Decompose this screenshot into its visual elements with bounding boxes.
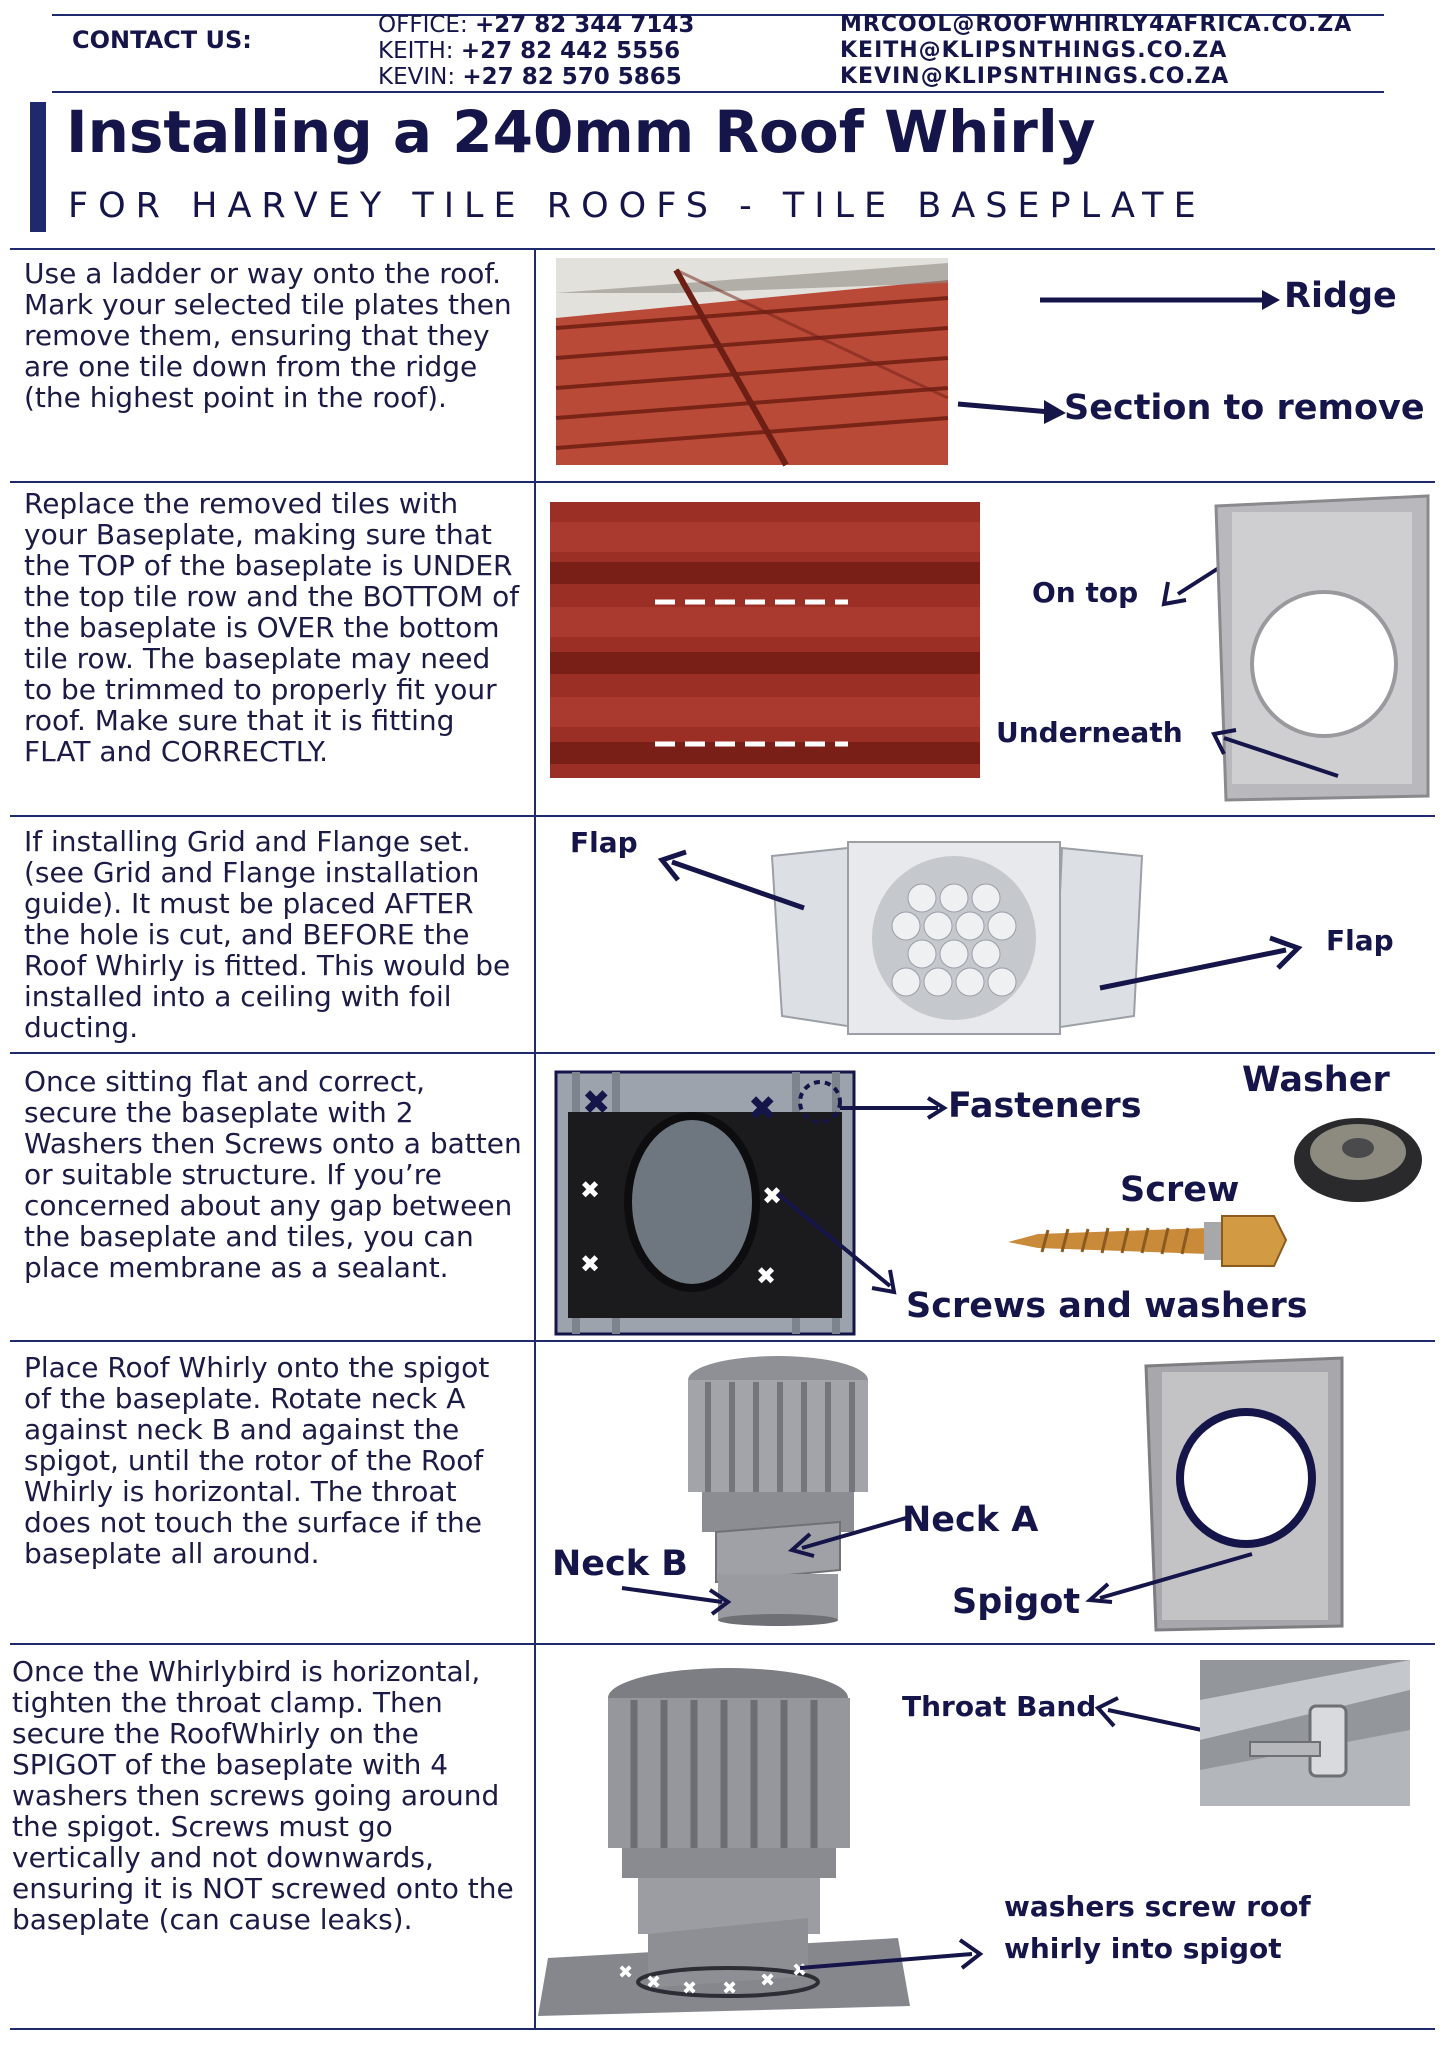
label-ridge: Ridge (1284, 276, 1397, 316)
title-accent-bar (30, 102, 46, 232)
throat-band-photo (1200, 1660, 1410, 1806)
page-title: Installing a 240mm Roof Whirly (66, 98, 1096, 166)
svg-text:✖: ✖ (722, 1978, 738, 1999)
label-throat-band: Throat Band (902, 1690, 1097, 1723)
svg-text:✖: ✖ (756, 1262, 777, 1290)
label-section-to-remove: Section to remove (1064, 388, 1425, 428)
svg-text:✖: ✖ (582, 1083, 611, 1123)
label-washers-line2: whirly into spigot (1004, 1932, 1282, 1965)
phone-office: OFFICE: +27 82 344 7143 (378, 12, 695, 38)
step-2-text: Replace the removed tiles with your Baseplate, making sure that the TOP of the baseplate is UNDER the top tile row and the BOTTOM of the baseplate is OVER the bottom tile row. The baseplate may need to be trimmed to properly fit your roof. Make sure that it is fitting FLAT and CORRECTLY. (24, 487, 520, 768)
flap-left-arrow (660, 852, 806, 912)
grid-flange-photo (772, 838, 1142, 1038)
washer-photo (1292, 1112, 1424, 1204)
svg-text:✖: ✖ (792, 1960, 808, 1981)
label-flap-right: Flap (1326, 924, 1394, 957)
step-5-text: Place Roof Whirly onto the spigot of the baseplate. Rotate neck A against neck B and against the spigot, until the rotor of the Roof Whirly is horizontal. The throat does not touch the surface if the baseplate all around. (24, 1351, 490, 1570)
screw-photo (1008, 1208, 1288, 1274)
svg-text:✖: ✖ (646, 1972, 662, 1993)
label-neck-b: Neck B (552, 1544, 688, 1584)
spigot-arrow (1086, 1552, 1254, 1602)
label-underneath: Underneath (996, 716, 1183, 749)
step-1-text: Use a ladder or way onto the roof. Mark your selected tile plates then remove them, ensuring that they are one tile down from the ridge (the highest point in the roof). (24, 257, 512, 414)
baseplate-tiles-photo (550, 502, 980, 778)
washers-spigot-arrow (800, 1936, 986, 1976)
step-3-text: If installing Grid and Flange set. (see Grid and Flange installation guide). It must be placed AFTER the hole is cut, and BEFORE the Roof Whirly is fitted. This would be installed into a ceiling with foil ducting. (24, 825, 511, 1044)
underneath-arrow (1210, 728, 1340, 778)
svg-text:✖: ✖ (618, 1962, 634, 1983)
label-washers-line1: washers screw roof (1004, 1890, 1311, 1923)
fasteners-arrow (840, 1096, 952, 1120)
screws-washers-arrow (778, 1194, 906, 1300)
svg-text:✖: ✖ (580, 1250, 601, 1278)
neck-b-arrow (622, 1584, 736, 1616)
phone-kevin: KEVIN: +27 82 570 5865 (378, 64, 682, 90)
label-flap-left: Flap (570, 826, 638, 859)
svg-text:✖: ✖ (682, 1978, 698, 1999)
section-arrow (958, 396, 1066, 426)
page-subtitle: FOR HARVEY TILE ROOFS - TILE BASEPLATE (68, 186, 1206, 226)
email-mrcool[interactable]: MRCOOL@ROOFWHIRLY4AFRICA.CO.ZA (840, 12, 1353, 37)
label-spigot: Spigot (952, 1582, 1081, 1622)
svg-text:✖: ✖ (762, 1182, 783, 1210)
contact-us-label: CONTACT US: (72, 26, 252, 54)
ridge-arrow (1040, 288, 1280, 312)
label-washer: Washer (1242, 1060, 1390, 1100)
phone-keith: KEITH: +27 82 442 5556 (378, 38, 681, 64)
label-on-top: On top (1032, 576, 1139, 609)
label-fasteners: Fasteners (948, 1086, 1142, 1126)
roof-ridge-photo (556, 258, 948, 465)
label-neck-a: Neck A (902, 1500, 1039, 1540)
svg-text:✖: ✖ (580, 1176, 601, 1204)
label-screws-and-washers: Screws and washers (906, 1286, 1308, 1326)
step-6-text: Once the Whirlybird is horizontal, tighten the throat clamp. Then secure the RoofWhirly on the SPIGOT of the baseplate with 4 washers then screws going around the spigot. Screws must go vertically and not downwards, ensuring it is NOT screwed onto the baseplate (can cause leaks). (12, 1655, 514, 1936)
neck-a-arrow (790, 1516, 908, 1556)
email-keith[interactable]: KEITH@KLIPSNTHINGS.CO.ZA (840, 38, 1228, 63)
email-kevin[interactable]: KEVIN@KLIPSNTHINGS.CO.ZA (840, 64, 1230, 89)
flap-right-arrow (1098, 938, 1302, 990)
step-4-text: Once sitting flat and correct, secure the baseplate with 2 Washers then Screws onto a batten or suitable structure. If you’re concerned about any gap between the baseplate and tiles, you can place membrane as a sealant. (24, 1065, 522, 1284)
svg-text:✖: ✖ (760, 1970, 776, 1991)
label-screw: Screw (1120, 1170, 1240, 1210)
svg-text:✖: ✖ (748, 1089, 777, 1129)
